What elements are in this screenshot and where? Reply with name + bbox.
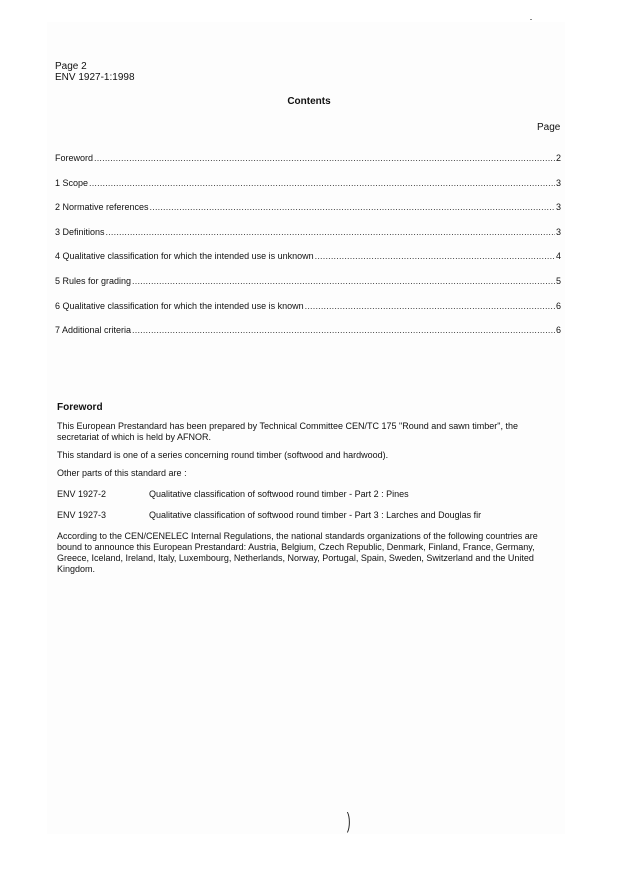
- toc-entry-foreword[interactable]: [55, 153, 561, 178]
- toc-leader-dots: [305, 301, 555, 311]
- toc-leader-dots: [132, 276, 555, 286]
- foreword-heading: Foreword: [57, 402, 103, 413]
- toc-entry-page: 3: [555, 177, 561, 188]
- foreword-paragraph: This European Prestandard has been prepared by Technical Committee CEN/TC 175 "Round and sawn timber", the secretariat of which is held by AFNOR.: [57, 421, 518, 442]
- toc-entry-label: 5 Rules for grading: [55, 275, 132, 286]
- toc-leader-dots: [150, 202, 555, 212]
- related-part-row: [57, 489, 557, 500]
- toc-entry-intended-use-unknown[interactable]: [55, 251, 561, 276]
- footer-mark: ): [346, 808, 351, 833]
- toc-entry-label: 1 Scope: [55, 177, 89, 188]
- foreword-paragraph: According to the CEN/CENELEC Internal Regulations, the national standards organizations of the following countries are bound to announce this European Prestandard: Austria, Belgium, Czech Republic, Denmark, Finland, France, Germany, Greece, Iceland, Ireland, Italy, Luxembourg, Netherlands, Norway, Portugal, Spain, Sweden, Switzerland and the United Kingdom.: [57, 531, 538, 574]
- related-part-row: [57, 510, 557, 521]
- toc-entry-page: 3: [555, 226, 561, 237]
- toc-entry-page: 2: [555, 153, 561, 163]
- toc-entry-intended-use-known[interactable]: [55, 301, 561, 326]
- toc-leader-dots: [106, 227, 555, 237]
- foreword-paragraph: Other parts of this standard are :: [57, 468, 187, 478]
- page-number-label: Page 2: [55, 61, 87, 72]
- toc-entry-page: 3: [555, 202, 561, 213]
- foreword-paragraph: This standard is one of a series concerning round timber (softwood and hardwood).: [57, 450, 389, 460]
- toc-leader-dots: [132, 325, 555, 335]
- related-part-title: Qualitative classification of softwood round timber - Part 2 : Pines: [149, 489, 409, 499]
- toc-entry-label: 3 Definitions: [55, 226, 105, 237]
- toc-entry-normative-references[interactable]: [55, 202, 561, 227]
- toc-entry-label: 4 Qualitative classification for which the intended use is unknown: [55, 251, 314, 262]
- contents-title: Contents: [287, 96, 331, 107]
- scan-speck: [530, 19, 532, 20]
- toc-leader-dots: [94, 153, 555, 163]
- toc-entry-page: 6: [555, 300, 561, 311]
- toc-entry-rules-for-grading[interactable]: [55, 276, 561, 301]
- toc-entry-label: 2 Normative references: [55, 202, 149, 213]
- page-column-label: Page: [537, 122, 561, 133]
- table-of-contents: [55, 153, 561, 350]
- foreword-section: [57, 402, 557, 582]
- toc-entry-label: Foreword: [55, 153, 94, 163]
- toc-entry-label: 7 Additional criteria: [55, 325, 132, 336]
- toc-entry-page: 6: [555, 325, 561, 336]
- toc-entry-scope[interactable]: [55, 178, 561, 203]
- toc-entry-additional-criteria[interactable]: [55, 325, 561, 350]
- related-part-code: ENV 1927-2: [57, 489, 107, 499]
- related-part-title: Qualitative classification of softwood round timber - Part 3 : Larches and Douglas fir: [149, 510, 482, 520]
- related-part-code: ENV 1927-3: [57, 510, 107, 520]
- toc-entry-definitions[interactable]: [55, 227, 561, 252]
- toc-entry-page: 5: [555, 275, 561, 286]
- toc-leader-dots: [89, 178, 555, 188]
- toc-entry-page: 4: [555, 251, 561, 262]
- document-id: ENV 1927-1:1998: [55, 72, 135, 83]
- toc-leader-dots: [315, 251, 555, 261]
- toc-entry-label: 6 Qualitative classification for which the intended use is known: [55, 300, 304, 311]
